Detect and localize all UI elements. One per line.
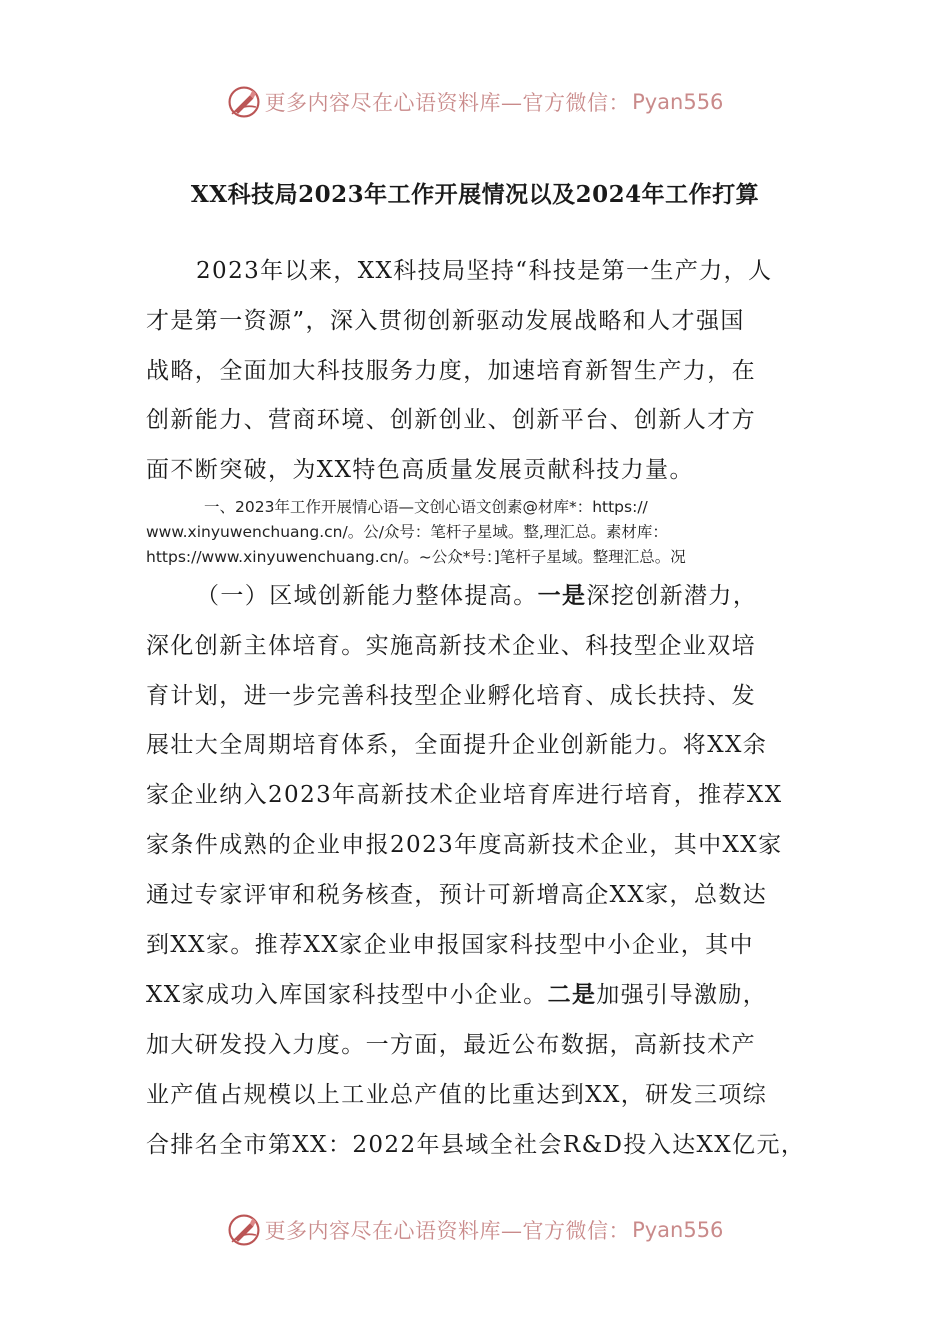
intro-line: 2023年以来，XX科技局坚持“科技是第一生产力，人 <box>196 258 773 284</box>
pen-logo-icon <box>227 1213 261 1247</box>
intro-line: 才是第一资源”，深入贯彻创新驱动发展战略和人才强国 <box>146 307 745 334</box>
section-line-rest: 加强引导激励， <box>596 982 768 1009</box>
section-line: 家企业纳入2023年高新技术企业培育库进行培育，推荐XX <box>146 782 783 809</box>
banner-text: 更多内容尽在心语资料库—官方微信： <box>264 91 631 115</box>
note-line: https://www.xinyuwenchuang.cn/。~公众*号：]笔杆子星域。整理汇总。况 <box>146 548 686 566</box>
section-line-rest: 深挖创新潜力， <box>586 583 758 609</box>
footer-banner <box>0 1210 950 1250</box>
section-line <box>146 571 808 622</box>
section-line: 业产值占规模以上工业总产值的比重达到XX，研发三项综 <box>146 1081 768 1108</box>
section-line: 家条件成熟的企业申报2023年度高新技术企业，其中XX家 <box>146 831 783 858</box>
intro-line: 创新能力、营商环境、创新创业、创新平台、创新人才方 <box>146 407 756 434</box>
section-heading: （一）区域创新能力整体提高。 <box>196 583 538 609</box>
banner-text: 更多内容尽在心语资料库—官方微信： <box>264 1219 631 1243</box>
intro-line: 面不断突破，为XX特色高质量发展贡献科技力量。 <box>146 457 694 484</box>
bold-marker-second: 二是 <box>547 981 597 1009</box>
intro-paragraph <box>146 247 808 496</box>
pen-logo-icon <box>227 85 261 119</box>
section-paragraph <box>146 571 808 1171</box>
bold-marker-first: 一是 <box>537 582 587 609</box>
section-line: 育计划，进一步完善科技型企业孵化培育、成长扶持、发 <box>146 682 756 709</box>
section-line: 深化创新主体培育。实施高新技术企业、科技型企业双培 <box>146 632 756 659</box>
note-line: www.xinyuwenchuang.cn/。公/众号：笔杆子星域。整,理汇总。素材库： <box>146 523 668 541</box>
section-note <box>146 495 786 570</box>
section-line <box>146 970 808 1021</box>
document-title: XX科技局2023年工作开展情况以及2024年工作打算 <box>190 181 760 208</box>
header-banner <box>0 82 950 122</box>
banner-wechat-id: Pyan556 <box>632 1218 724 1242</box>
section-line: 合排名全市第XX：2022年县域全社会R&D投入达XX亿元， <box>146 1131 806 1158</box>
section-line-pre: XX家成功入库国家科技型中小企业。 <box>146 982 548 1009</box>
section-line: 展壮大全周期培育体系，全面提升企业创新能力。将XX余 <box>146 732 768 759</box>
intro-line: 战略，全面加大科技服务力度，加速培育新智生产力，在 <box>146 357 756 384</box>
banner-wechat-id: Pyan556 <box>632 90 724 114</box>
section-line: 到XX家。推荐XX家企业申报国家科技型中小企业，其中 <box>146 931 754 958</box>
section-line: 加大研发投入力度。一方面，最近公布数据，高新技术产 <box>146 1032 756 1059</box>
section-line: 通过专家评审和税务核查，预计可新增高企XX家，总数达 <box>146 881 768 908</box>
note-line: 一、2023年工作开展情心语—文创心语文创素@材库*：https:// <box>204 498 648 516</box>
